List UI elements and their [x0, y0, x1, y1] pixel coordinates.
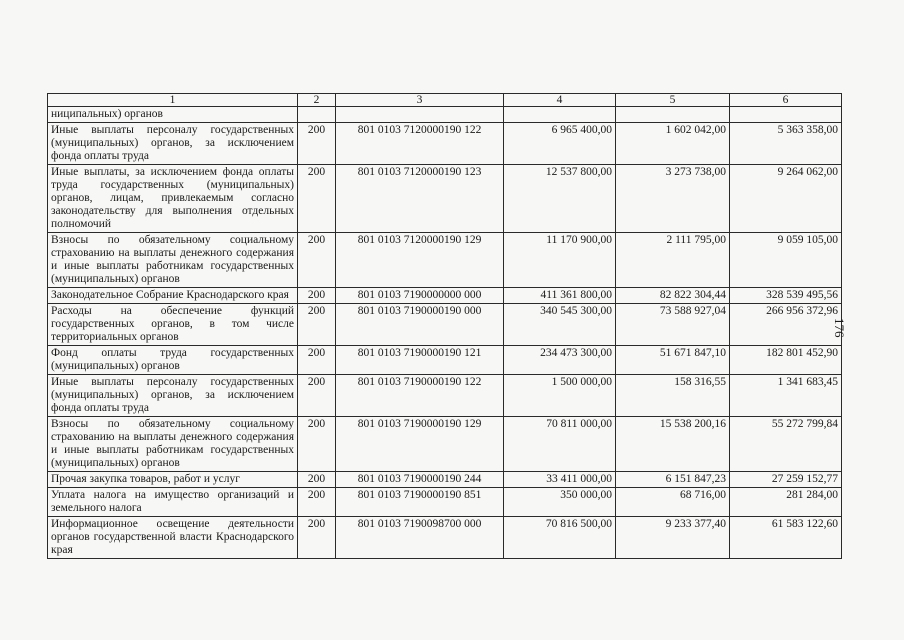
row-exec-cell: 9 233 377,40: [616, 517, 730, 559]
row-kvr-cell: 200: [298, 288, 336, 304]
col-header-4: 4: [504, 94, 616, 107]
col-header-2: 2: [298, 94, 336, 107]
row-name-cell: Иные выплаты персоналу государственных (муниципальных) органов, за исключением фонда оплаты труда: [48, 375, 298, 417]
row-rest-cell: 281 284,00: [730, 488, 842, 517]
table-row: [48, 472, 842, 488]
table-row: [48, 123, 842, 165]
table-row: [48, 304, 842, 346]
row-rest-cell: 27 259 152,77: [730, 472, 842, 488]
table-row: [48, 165, 842, 233]
table-row: [48, 346, 842, 375]
row-kvr-cell: 200: [298, 233, 336, 288]
row-kvr-cell: 200: [298, 304, 336, 346]
row-plan-cell: 33 411 000,00: [504, 472, 616, 488]
row-name-cell: Уплата налога на имущество организаций и земельного налога: [48, 488, 298, 517]
row-kvr-cell: 200: [298, 488, 336, 517]
row-name-cell: Иные выплаты персоналу государственных (муниципальных) органов, за исключением фонда оплаты труда: [48, 123, 298, 165]
row-plan-cell: 1 500 000,00: [504, 375, 616, 417]
row-kvr-cell: 200: [298, 165, 336, 233]
row-rest-cell: 9 059 105,00: [730, 233, 842, 288]
row-rest-cell: 328 539 495,56: [730, 288, 842, 304]
row-exec-cell: [616, 107, 730, 123]
row-plan-cell: 350 000,00: [504, 488, 616, 517]
row-plan-cell: 340 545 300,00: [504, 304, 616, 346]
row-exec-cell: 73 588 927,04: [616, 304, 730, 346]
row-plan-cell: 234 473 300,00: [504, 346, 616, 375]
row-plan-cell: 70 811 000,00: [504, 417, 616, 472]
row-name-cell: Расходы на обеспечение функций государственных органов, в том числе территориальных органов: [48, 304, 298, 346]
table-row: [48, 233, 842, 288]
table-row: [48, 288, 842, 304]
row-plan-cell: 70 816 500,00: [504, 517, 616, 559]
row-code-cell: 801 0103 7190000190 129: [336, 417, 504, 472]
row-rest-cell: 5 363 358,00: [730, 123, 842, 165]
row-plan-cell: [504, 107, 616, 123]
header-row: [48, 94, 842, 107]
row-rest-cell: 182 801 452,90: [730, 346, 842, 375]
col-header-1: 1: [48, 94, 298, 107]
row-name-cell: Взносы по обязательному социальному страхованию на выплаты денежного содержания и иные выплаты работникам государственных (муниципальных) органов: [48, 417, 298, 472]
table-row: [48, 417, 842, 472]
row-exec-cell: 158 316,55: [616, 375, 730, 417]
row-name-cell: ниципальных) органов: [48, 107, 298, 123]
row-kvr-cell: 200: [298, 517, 336, 559]
table-row: [48, 375, 842, 417]
row-code-cell: 801 0103 7190098700 000: [336, 517, 504, 559]
row-kvr-cell: 200: [298, 417, 336, 472]
row-name-cell: Информационное освещение деятельности органов государственной власти Краснодарского края: [48, 517, 298, 559]
row-plan-cell: 411 361 800,00: [504, 288, 616, 304]
row-exec-cell: 2 111 795,00: [616, 233, 730, 288]
row-rest-cell: 61 583 122,60: [730, 517, 842, 559]
table-row: [48, 107, 842, 123]
row-code-cell: [336, 107, 504, 123]
row-rest-cell: 1 341 683,45: [730, 375, 842, 417]
row-code-cell: 801 0103 7190000000 000: [336, 288, 504, 304]
row-name-cell: Законодательное Собрание Краснодарского края: [48, 288, 298, 304]
table-row: [48, 517, 842, 559]
row-kvr-cell: 200: [298, 375, 336, 417]
row-exec-cell: 3 273 738,00: [616, 165, 730, 233]
row-exec-cell: 82 822 304,44: [616, 288, 730, 304]
row-code-cell: 801 0103 7190000190 244: [336, 472, 504, 488]
budget-table: [47, 93, 842, 559]
row-code-cell: 801 0103 7120000190 123: [336, 165, 504, 233]
row-plan-cell: 6 965 400,00: [504, 123, 616, 165]
row-code-cell: 801 0103 7190000190 000: [336, 304, 504, 346]
row-rest-cell: 55 272 799,84: [730, 417, 842, 472]
row-name-cell: Иные выплаты, за исключением фонда оплаты труда государственных (муниципальных) органов, лицам, привлекаемым согласно законодательству для выполнения отдельных полномочий: [48, 165, 298, 233]
row-kvr-cell: [298, 107, 336, 123]
row-exec-cell: 51 671 847,10: [616, 346, 730, 375]
col-header-3: 3: [336, 94, 504, 107]
row-name-cell: Фонд оплаты труда государственных (муниципальных) органов: [48, 346, 298, 375]
row-code-cell: 801 0103 7120000190 129: [336, 233, 504, 288]
row-plan-cell: 12 537 800,00: [504, 165, 616, 233]
row-exec-cell: 1 602 042,00: [616, 123, 730, 165]
row-kvr-cell: 200: [298, 472, 336, 488]
row-name-cell: Прочая закупка товаров, работ и услуг: [48, 472, 298, 488]
row-code-cell: 801 0103 7190000190 121: [336, 346, 504, 375]
row-rest-cell: 266 956 372,96: [730, 304, 842, 346]
row-exec-cell: 6 151 847,23: [616, 472, 730, 488]
row-rest-cell: 9 264 062,00: [730, 165, 842, 233]
row-plan-cell: 11 170 900,00: [504, 233, 616, 288]
row-code-cell: 801 0103 7190000190 851: [336, 488, 504, 517]
row-code-cell: 801 0103 7190000190 122: [336, 375, 504, 417]
row-exec-cell: 68 716,00: [616, 488, 730, 517]
table-row: [48, 488, 842, 517]
row-name-cell: Взносы по обязательному социальному страхованию на выплаты денежного содержания и иные выплаты работникам государственных (муниципальных) органов: [48, 233, 298, 288]
page-number: 176: [832, 318, 847, 338]
row-rest-cell: [730, 107, 842, 123]
row-kvr-cell: 200: [298, 346, 336, 375]
col-header-6: 6: [730, 94, 842, 107]
row-exec-cell: 15 538 200,16: [616, 417, 730, 472]
row-kvr-cell: 200: [298, 123, 336, 165]
row-code-cell: 801 0103 7120000190 122: [336, 123, 504, 165]
col-header-5: 5: [616, 94, 730, 107]
